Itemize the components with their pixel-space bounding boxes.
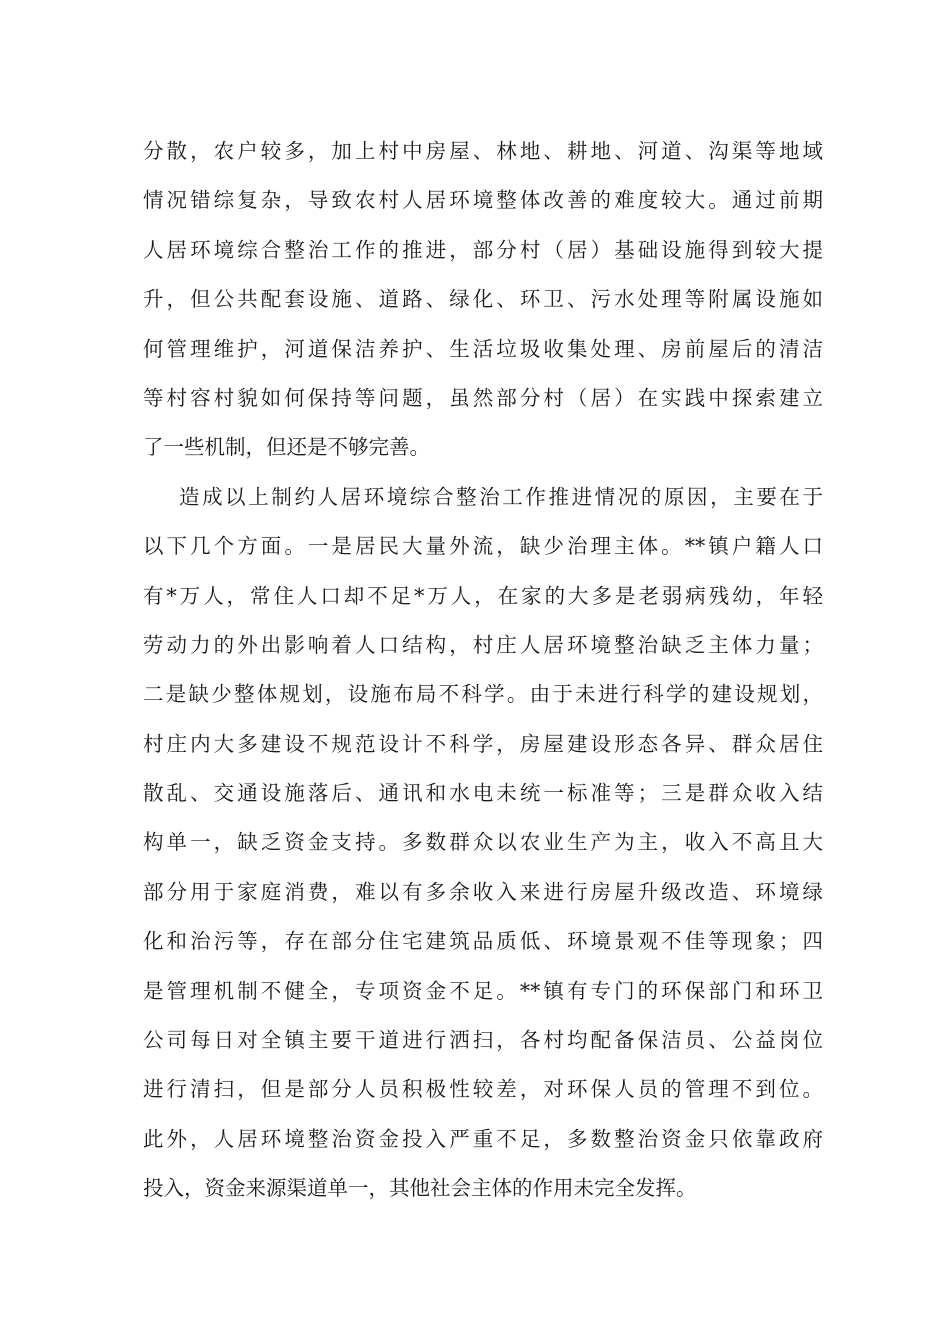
text-line: 二是缺少整体规划，设施布局不科学。由于未进行科学的建设规划， xyxy=(143,682,823,707)
text-line: 等村容村貌如何保持等问题，虽然部分村（居）在实践中探索建立 xyxy=(143,385,823,410)
text-line: 情况错综复杂，导致农村人居环境整体改善的难度较大。通过前期 xyxy=(143,188,823,213)
text-line: 散乱、交通设施落后、通讯和水电未统一标准等；三是群众收入结 xyxy=(143,781,823,806)
text-line: 有*万人，常住人口却不足*万人，在家的大多是老弱病残幼，年轻 xyxy=(143,583,823,608)
paragraph-1 xyxy=(143,127,823,473)
document-body xyxy=(143,127,823,1214)
text-line: 此外，人居环境整治资金投入严重不足，多数整治资金只依靠政府 xyxy=(143,1126,823,1151)
text-line: 是管理机制不健全，专项资金不足。**镇有专门的环保部门和环卫 xyxy=(143,978,823,1003)
text-line: 了一些机制，但还是不够完善。 xyxy=(143,435,430,460)
text-line: 公司每日对全镇主要干道进行洒扫，各村均配备保洁员、公益岗位 xyxy=(143,1028,823,1053)
text-line: 分散，农户较多，加上村中房屋、林地、耕地、河道、沟渠等地域 xyxy=(143,139,823,163)
paragraph-2 xyxy=(143,473,823,1214)
text-line: 进行清扫，但是部分人员积极性较差，对环保人员的管理不到位。 xyxy=(143,1077,823,1102)
text-line: 劳动力的外出影响着人口结构，村庄人居环境整治缺乏主体力量； xyxy=(143,632,823,657)
text-line: 人居环境综合整治工作的推进，部分村（居）基础设施得到较大提 xyxy=(143,237,823,262)
text-line: 村庄内大多建设不规范设计不科学，房屋建设形态各异、群众居住 xyxy=(143,731,823,756)
text-line: 升，但公共配套设施、道路、绿化、环卫、污水处理等附属设施如 xyxy=(143,287,823,312)
text-line: 构单一，缺乏资金支持。多数群众以农业生产为主，收入不高且大 xyxy=(143,830,823,855)
text-line: 以下几个方面。一是居民大量外流，缺少治理主体。**镇户籍人口 xyxy=(143,534,823,559)
text-line: 部分用于家庭消费，难以有多余收入来进行房屋升级改造、环境绿 xyxy=(143,879,823,904)
text-line: 造成以上制约人居环境综合整治工作推进情况的原因，主要在于 xyxy=(179,484,823,509)
text-line: 何管理维护，河道保洁养护、生活垃圾收集处理、房前屋后的清洁 xyxy=(143,336,823,361)
text-line: 化和治污等，存在部分住宅建筑品质低、环境景观不佳等现象；四 xyxy=(143,929,823,954)
text-line: 投入，资金来源渠道单一，其他社会主体的作用未完全发挥。 xyxy=(143,1176,697,1201)
